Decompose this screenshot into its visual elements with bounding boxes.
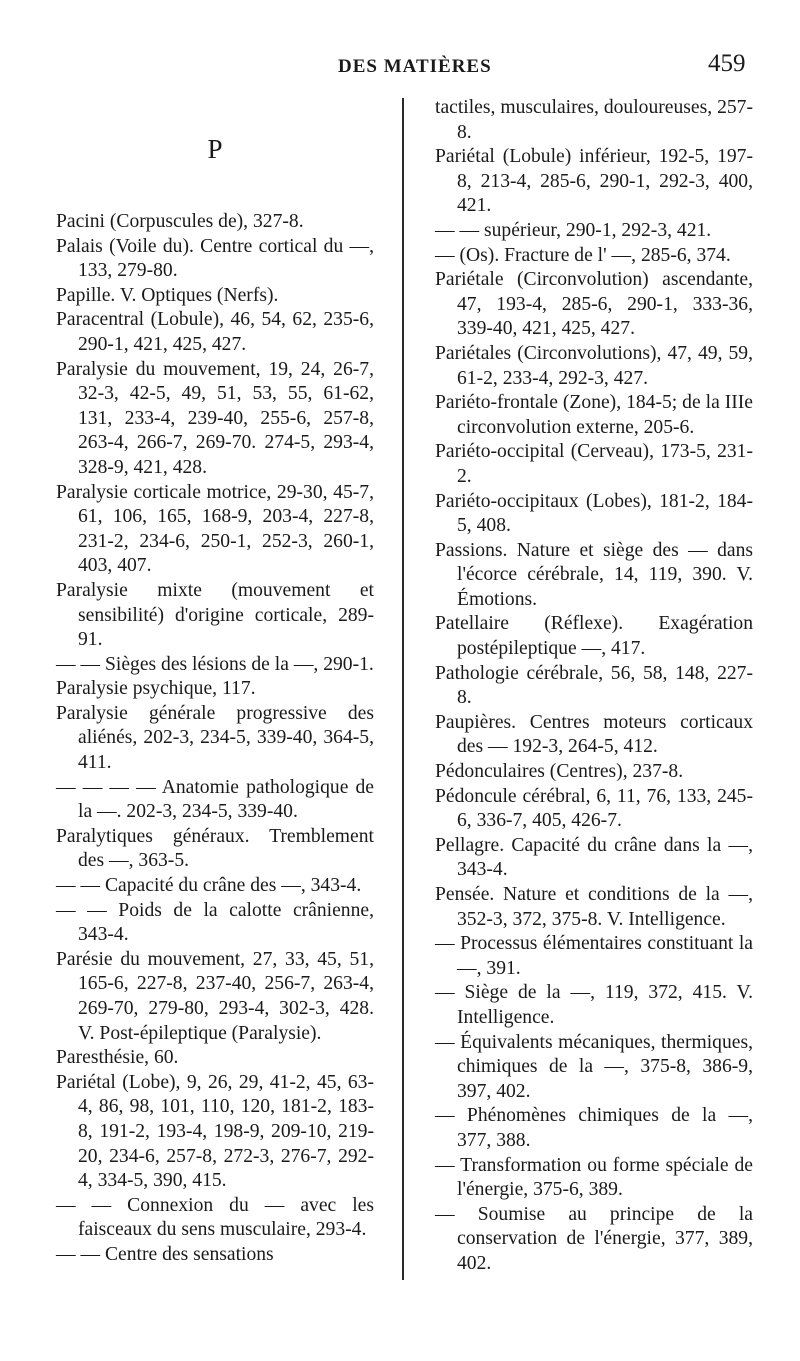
index-entry: Paralysie corticale motrice, 29-30, 45-7, 61, 106, 165, 168-9, 203-4, 227-8, 231-2, 234-6, 250-1, 252-3, 260-1, 403, 407. [56, 481, 374, 577]
index-entry: — — Centre des sensations [56, 1243, 274, 1265]
index-entry: Parésie du mouvement, 27, 33, 45, 51, 165-6, 227-8, 237-40, 256-7, 263-4, 269-70, 279-80, 293-4, 302-3, 428. V. Post-épileptique (Paralysie). [56, 948, 374, 1044]
index-column-right [435, 96, 753, 1277]
index-entry: — — Connexion du — avec les faisceaux du sens musculaire, 293-4. [56, 1194, 374, 1241]
index-entry: Passions. Nature et siège des — dans l'écorce cérébrale, 14, 119, 390. V. Émotions. [435, 539, 753, 610]
section-letter: P [207, 134, 223, 164]
index-entry: Paralysie psychique, 117. [56, 678, 256, 700]
index-entry: Paupières. Centres moteurs corticaux des — 192-3, 264-5, 412. [435, 711, 753, 758]
index-entry: Pariéto-occipital (Cerveau), 173-5, 231-2. [435, 441, 753, 487]
index-entry: Pédoncule cérébral, 6, 11, 76, 133, 245-6, 336-7, 405, 426-7. [435, 785, 753, 832]
index-column-left [56, 96, 374, 1268]
index-entry: — — — — Anatomie pathologique de la —. 202-3, 234-5, 339-40. [56, 776, 374, 823]
running-header [0, 50, 800, 86]
index-entry: Pathologie cérébrale, 56, 58, 148, 227-8. [435, 662, 753, 709]
index-entry: Pariétal (Lobule) inférieur, 192-5, 197-8, 213-4, 285-6, 290-1, 292-3, 400, 421. [435, 146, 753, 217]
column-divider [402, 98, 404, 1280]
index-entry: Paresthésie, 60. [56, 1047, 179, 1069]
index-entry: — Processus élémentaires constituant la —, 391. [435, 933, 753, 979]
index-entry: tactiles, musculaires, douloureuses, 257-8. [435, 97, 753, 143]
index-entry: Pédonculaires (Centres), 237-8. [435, 761, 684, 783]
running-title: DES MATIÈRES [338, 56, 492, 77]
index-entry: — Soumise au principe de la conservation de l'énergie, 377, 389, 402. [435, 1203, 753, 1274]
index-entry: — Siège de la —, 119, 372, 415. V. Intelligence. [435, 982, 753, 1028]
index-entry: Paralysie mixte (mouvement et sensibilité) d'origine corticale, 289-91. [56, 579, 374, 651]
index-entry: — — Capacité du crâne des —, 343-4. [56, 875, 362, 897]
index-entry: Pellagre. Capacité du crâne dans la —, 343-4. [435, 834, 753, 881]
index-entry: Pensée. Nature et conditions de la —, 352-3, 372, 375-8. V. Intelligence. [435, 884, 753, 930]
index-entry: Pariéto-occipitaux (Lobes), 181-2, 184-5, 408. [435, 490, 753, 537]
page-number: 459 [708, 50, 746, 77]
index-entry: Paralytiques généraux. Tremblement des —, 363-5. [56, 825, 374, 872]
index-entry: Paracentral (Lobule), 46, 54, 62, 235-6, 290-1, 421, 425, 427. [56, 309, 374, 355]
index-entry: Paralysie générale progressive des aliénés, 202-3, 234-5, 339-40, 364-5, 411. [56, 702, 374, 774]
right-entry-list [435, 96, 753, 1277]
index-entry: — Phénomènes chimiques de la —, 377, 388. [435, 1105, 753, 1151]
index-entry: Pariétal (Lobe), 9, 26, 29, 41-2, 45, 63-4, 86, 98, 101, 110, 120, 181-2, 183-8, 191-2, 193-4, 198-9, 209-10, 219-20, 234-6, 257-8, 272-3, 276-7, 292-4, 334-5, 390, 415. [56, 1071, 374, 1192]
index-entry: — Transformation ou forme spéciale de l'énergie, 375-6, 389. [435, 1154, 753, 1201]
index-entry: Pariéto-frontale (Zone), 184-5; de la IIIe circonvolution externe, 205-6. [435, 392, 753, 438]
index-entry: — — supérieur, 290-1, 292-3, 421. [435, 219, 712, 241]
index-entry: Paralysie du mouvement, 19, 24, 26-7, 32-3, 42-5, 49, 51, 53, 55, 61-62, 131, 233-4, 239-40, 255-6, 257-8, 263-4, 266-7, 269-70. 274-5, 293-4, 328-9, 421, 428. [56, 358, 374, 478]
index-entry: — (Os). Fracture de l' —, 285-6, 374. [435, 244, 731, 266]
index-entry: Palais (Voile du). Centre cortical du —, 133, 279-80. [56, 235, 374, 282]
index-entry: Pariétale (Circonvolution) ascendante, 47, 193-4, 285-6, 290-1, 333-36, 339-40, 421, 425, 427. [435, 269, 753, 340]
index-entry: Pariétales (Circonvolutions), 47, 49, 59, 61-2, 233-4, 292-3, 427. [435, 342, 753, 389]
index-entry: Patellaire (Réflexe). Exagération postépileptique —, 417. [435, 613, 753, 660]
index-entry: — — Sièges des lésions de la —, 290-1. [56, 653, 374, 675]
index-entry: Papille. V. Optiques (Nerfs). [56, 284, 279, 306]
index-entry: Pacini (Corpuscules de), 327-8. [56, 211, 304, 232]
index-entry: — Équivalents mécaniques, thermiques, chimiques de la —, 375-8, 386-9, 397, 402. [435, 1031, 753, 1102]
left-entry-list [56, 210, 374, 1268]
index-entry: — — Poids de la calotte crânienne, 343-4. [56, 899, 374, 946]
